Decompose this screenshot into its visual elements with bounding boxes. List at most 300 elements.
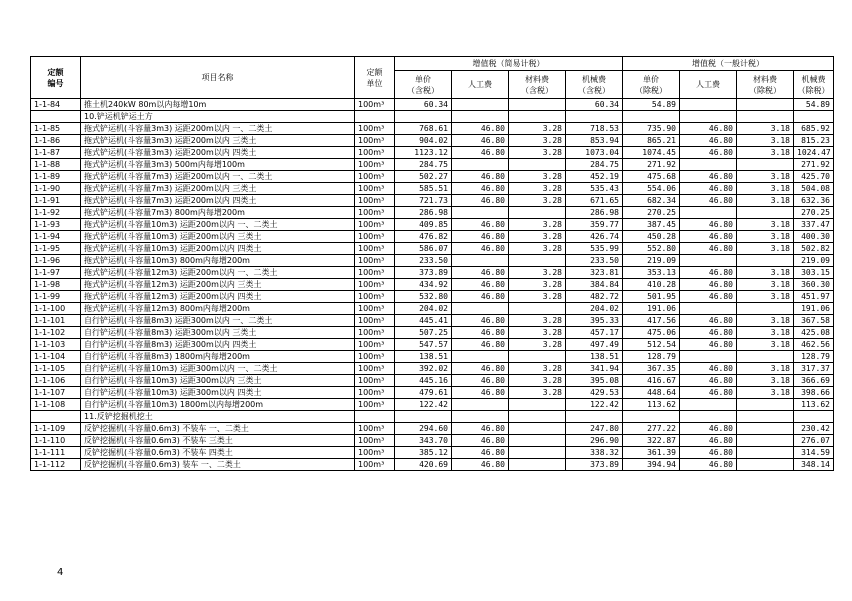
- table-row: [31, 435, 834, 447]
- simple-price-cell: 721.73: [395, 195, 452, 207]
- item-name: 拖式铲运机(斗容量10m3) 运距200m以内 四类土: [81, 243, 355, 255]
- general-machine-cell: 366.69: [794, 375, 834, 387]
- item-name: 自行铲运机(斗容量8m3) 1800m内每增200m: [81, 351, 355, 363]
- header-general-machine: 机械费 （除税）: [794, 71, 834, 99]
- general-machine-cell: 462.56: [794, 339, 834, 351]
- simple-material-cell: [509, 159, 566, 171]
- simple-labor-cell: 46.80: [452, 375, 509, 387]
- simple-machine-cell: 60.34: [566, 99, 623, 111]
- simple-machine-cell: 138.51: [566, 351, 623, 363]
- general-material-cell: 3.18: [737, 219, 794, 231]
- section-code-cell: [31, 111, 81, 123]
- table-row: [31, 375, 834, 387]
- quota-unit: 100m³: [355, 315, 395, 327]
- general-price-cell: 394.94: [623, 459, 680, 471]
- simple-material-cell: 3.28: [509, 291, 566, 303]
- general-material-cell: 3.18: [737, 363, 794, 375]
- simple-price-cell: 60.34: [395, 99, 452, 111]
- general-price-cell: 512.54: [623, 339, 680, 351]
- item-name: 拖式铲运机(斗容量3m3) 运距200m以内 四类土: [81, 147, 355, 159]
- simple-price-cell: 476.82: [395, 231, 452, 243]
- simple-machine-cell: 122.42: [566, 399, 623, 411]
- quota-unit: 100m³: [355, 207, 395, 219]
- item-name: 自行铲运机(斗容量10m3) 运距300m以内 四类土: [81, 387, 355, 399]
- simple-machine-cell: 284.75: [566, 159, 623, 171]
- item-name: 拖式铲运机(斗容量3m3) 运距200m以内 三类土: [81, 135, 355, 147]
- quota-code: 1-1-111: [31, 447, 81, 459]
- quota-unit: 100m³: [355, 351, 395, 363]
- general-price-cell: 270.25: [623, 207, 680, 219]
- general-machine-cell: 314.59: [794, 447, 834, 459]
- quota-code: 1-1-93: [31, 219, 81, 231]
- general-labor-cell: 46.80: [680, 459, 737, 471]
- simple-machine-cell: 426.74: [566, 231, 623, 243]
- quota-code: 1-1-99: [31, 291, 81, 303]
- simple-price-cell: 434.92: [395, 279, 452, 291]
- general-material-cell: [737, 303, 794, 315]
- general-machine-cell: 400.30: [794, 231, 834, 243]
- general-material-cell: 3.18: [737, 243, 794, 255]
- table-row: [31, 159, 834, 171]
- simple-material-cell: 3.28: [509, 375, 566, 387]
- quota-code: 1-1-98: [31, 279, 81, 291]
- quota-unit: 100m³: [355, 99, 395, 111]
- simple-material-cell: 3.28: [509, 123, 566, 135]
- general-labor-cell: [680, 255, 737, 267]
- empty-cell: [623, 411, 680, 423]
- header-simple-material: 材料费 （含税）: [509, 71, 566, 99]
- item-name: 拖式铲运机(斗容量12m3) 运距200m以内 四类土: [81, 291, 355, 303]
- general-price-cell: 367.35: [623, 363, 680, 375]
- quota-unit: 100m³: [355, 363, 395, 375]
- item-name: 拖式铲运机(斗容量10m3) 800m内每增200m: [81, 255, 355, 267]
- empty-cell: [794, 411, 834, 423]
- general-labor-cell: 46.80: [680, 435, 737, 447]
- general-material-cell: [737, 459, 794, 471]
- table-row: [31, 387, 834, 399]
- quota-unit: 100m³: [355, 291, 395, 303]
- item-name: 反铲挖掘机(斗容量0.6m3) 装车 一、二类土: [81, 459, 355, 471]
- table-row: [31, 459, 834, 471]
- header-simple-labor: 人工费: [452, 71, 509, 99]
- general-labor-cell: [680, 303, 737, 315]
- general-machine-cell: 504.08: [794, 183, 834, 195]
- quota-unit: 100m³: [355, 147, 395, 159]
- general-labor-cell: [680, 399, 737, 411]
- simple-material-cell: 3.28: [509, 387, 566, 399]
- simple-labor-cell: [452, 399, 509, 411]
- simple-price-cell: 445.16: [395, 375, 452, 387]
- simple-material-cell: 3.28: [509, 195, 566, 207]
- simple-machine-cell: 482.72: [566, 291, 623, 303]
- simple-machine-cell: 395.08: [566, 375, 623, 387]
- table-body: [31, 99, 834, 471]
- simple-machine-cell: 718.53: [566, 123, 623, 135]
- quota-code: 1-1-95: [31, 243, 81, 255]
- quota-unit: 100m³: [355, 375, 395, 387]
- general-machine-cell: 367.58: [794, 315, 834, 327]
- quota-code: 1-1-85: [31, 123, 81, 135]
- empty-cell: [737, 111, 794, 123]
- table-row: [31, 363, 834, 375]
- empty-cell: [395, 111, 452, 123]
- simple-machine-cell: 359.77: [566, 219, 623, 231]
- general-price-cell: 277.22: [623, 423, 680, 435]
- simple-material-cell: [509, 207, 566, 219]
- simple-machine-cell: 323.81: [566, 267, 623, 279]
- header-simple-machine: 机械费 （含税）: [566, 71, 623, 99]
- section-row: [31, 111, 834, 123]
- simple-labor-cell: [452, 99, 509, 111]
- simple-machine-cell: 384.84: [566, 279, 623, 291]
- quota-code: 1-1-103: [31, 339, 81, 351]
- simple-price-cell: 904.02: [395, 135, 452, 147]
- simple-labor-cell: [452, 255, 509, 267]
- simple-machine-cell: 286.98: [566, 207, 623, 219]
- general-material-cell: 3.18: [737, 231, 794, 243]
- empty-cell: [623, 111, 680, 123]
- simple-labor-cell: 46.80: [452, 135, 509, 147]
- table-row: [31, 399, 834, 411]
- general-labor-cell: 46.80: [680, 171, 737, 183]
- table-row: [31, 243, 834, 255]
- simple-price-cell: 1123.12: [395, 147, 452, 159]
- quota-code: 1-1-89: [31, 171, 81, 183]
- general-labor-cell: 46.80: [680, 123, 737, 135]
- section-row: [31, 411, 834, 423]
- general-material-cell: 3.18: [737, 171, 794, 183]
- simple-material-cell: [509, 435, 566, 447]
- table-row: [31, 339, 834, 351]
- general-machine-cell: 632.36: [794, 195, 834, 207]
- general-price-cell: 219.09: [623, 255, 680, 267]
- simple-price-cell: 138.51: [395, 351, 452, 363]
- item-name: 自行铲运机(斗容量8m3) 运距300m以内 四类土: [81, 339, 355, 351]
- simple-material-cell: [509, 255, 566, 267]
- table-row: [31, 351, 834, 363]
- quota-code: 1-1-96: [31, 255, 81, 267]
- quota-code: 1-1-108: [31, 399, 81, 411]
- general-material-cell: [737, 399, 794, 411]
- empty-cell: [355, 111, 395, 123]
- general-machine-cell: 276.07: [794, 435, 834, 447]
- section-title: 10.铲运机铲运土方: [81, 111, 355, 123]
- quota-unit: 100m³: [355, 327, 395, 339]
- empty-cell: [794, 111, 834, 123]
- simple-price-cell: 420.69: [395, 459, 452, 471]
- header-general-tax: 增值税（一般计税）: [623, 57, 834, 71]
- general-machine-cell: 230.42: [794, 423, 834, 435]
- simple-price-cell: 294.60: [395, 423, 452, 435]
- item-name: 拖式铲运机(斗容量12m3) 运距200m以内 一、二类土: [81, 267, 355, 279]
- general-machine-cell: 425.70: [794, 171, 834, 183]
- simple-labor-cell: 46.80: [452, 423, 509, 435]
- general-machine-cell: 425.08: [794, 327, 834, 339]
- simple-price-cell: 284.75: [395, 159, 452, 171]
- general-labor-cell: 46.80: [680, 183, 737, 195]
- simple-machine-cell: 204.02: [566, 303, 623, 315]
- simple-price-cell: 122.42: [395, 399, 452, 411]
- quota-unit: 100m³: [355, 195, 395, 207]
- item-name: 拖式铲运机(斗容量3m3) 500m内每增100m: [81, 159, 355, 171]
- simple-labor-cell: 46.80: [452, 171, 509, 183]
- item-name: 拖式铲运机(斗容量7m3) 800m内每增200m: [81, 207, 355, 219]
- empty-cell: [566, 411, 623, 423]
- general-machine-cell: 271.92: [794, 159, 834, 171]
- quota-code: 1-1-91: [31, 195, 81, 207]
- header-simple-price: 单价 （含税）: [395, 71, 452, 99]
- simple-material-cell: 3.28: [509, 243, 566, 255]
- item-name: 拖式铲运机(斗容量10m3) 运距200m以内 一、二类土: [81, 219, 355, 231]
- simple-labor-cell: 46.80: [452, 363, 509, 375]
- simple-labor-cell: 46.80: [452, 435, 509, 447]
- simple-machine-cell: 1073.04: [566, 147, 623, 159]
- general-labor-cell: 46.80: [680, 315, 737, 327]
- general-material-cell: [737, 351, 794, 363]
- simple-labor-cell: 46.80: [452, 279, 509, 291]
- simple-machine-cell: 247.80: [566, 423, 623, 435]
- quota-unit: 100m³: [355, 447, 395, 459]
- simple-labor-cell: 46.80: [452, 123, 509, 135]
- general-material-cell: 3.18: [737, 387, 794, 399]
- quota-unit: 100m³: [355, 243, 395, 255]
- quota-unit: 100m³: [355, 435, 395, 447]
- simple-material-cell: [509, 351, 566, 363]
- table-row: [31, 267, 834, 279]
- quota-code: 1-1-101: [31, 315, 81, 327]
- quota-unit: 100m³: [355, 123, 395, 135]
- quota-unit: 100m³: [355, 255, 395, 267]
- quota-code: 1-1-88: [31, 159, 81, 171]
- quota-unit: 100m³: [355, 459, 395, 471]
- general-price-cell: 191.06: [623, 303, 680, 315]
- item-name: 自行铲运机(斗容量8m3) 运距300m以内 一、二类土: [81, 315, 355, 327]
- item-name: 拖式铲运机(斗容量10m3) 运距200m以内 三类土: [81, 231, 355, 243]
- general-price-cell: 735.90: [623, 123, 680, 135]
- header-general-labor: 人工费: [680, 71, 737, 99]
- general-machine-cell: 337.47: [794, 219, 834, 231]
- quota-unit: 100m³: [355, 279, 395, 291]
- simple-machine-cell: 497.49: [566, 339, 623, 351]
- quota-unit: 100m³: [355, 399, 395, 411]
- simple-material-cell: 3.28: [509, 327, 566, 339]
- empty-cell: [395, 411, 452, 423]
- general-material-cell: 3.18: [737, 267, 794, 279]
- quota-code: 1-1-110: [31, 435, 81, 447]
- table-row: [31, 147, 834, 159]
- general-machine-cell: 113.62: [794, 399, 834, 411]
- item-name: 拖式铲运机(斗容量7m3) 运距200m以内 一、二类土: [81, 171, 355, 183]
- page-number: 4: [57, 567, 64, 578]
- simple-machine-cell: 296.90: [566, 435, 623, 447]
- simple-price-cell: 343.70: [395, 435, 452, 447]
- general-price-cell: 448.64: [623, 387, 680, 399]
- simple-machine-cell: 395.33: [566, 315, 623, 327]
- quota-code: 1-1-112: [31, 459, 81, 471]
- quota-code: 1-1-90: [31, 183, 81, 195]
- simple-price-cell: 392.02: [395, 363, 452, 375]
- general-labor-cell: 46.80: [680, 423, 737, 435]
- quota-code: 1-1-94: [31, 231, 81, 243]
- general-material-cell: [737, 423, 794, 435]
- general-machine-cell: 815.23: [794, 135, 834, 147]
- empty-cell: [452, 411, 509, 423]
- simple-labor-cell: 46.80: [452, 231, 509, 243]
- simple-price-cell: 385.12: [395, 447, 452, 459]
- simple-labor-cell: 46.80: [452, 219, 509, 231]
- general-labor-cell: [680, 351, 737, 363]
- general-machine-cell: 451.97: [794, 291, 834, 303]
- table-row: [31, 231, 834, 243]
- general-material-cell: [737, 435, 794, 447]
- general-machine-cell: 685.92: [794, 123, 834, 135]
- item-name: 反铲挖掘机(斗容量0.6m3) 不装车 三类土: [81, 435, 355, 447]
- simple-price-cell: 445.41: [395, 315, 452, 327]
- table-row: [31, 447, 834, 459]
- general-labor-cell: 46.80: [680, 243, 737, 255]
- general-price-cell: 450.28: [623, 231, 680, 243]
- item-name: 拖式铲运机(斗容量7m3) 运距200m以内 四类土: [81, 195, 355, 207]
- general-material-cell: 3.18: [737, 123, 794, 135]
- simple-material-cell: 3.28: [509, 219, 566, 231]
- simple-material-cell: 3.28: [509, 363, 566, 375]
- header-row-1: [31, 57, 834, 71]
- simple-material-cell: 3.28: [509, 267, 566, 279]
- empty-cell: [452, 111, 509, 123]
- header-unit: 定额 单位: [355, 57, 395, 99]
- simple-labor-cell: 46.80: [452, 195, 509, 207]
- general-price-cell: 54.89: [623, 99, 680, 111]
- empty-cell: [680, 411, 737, 423]
- header-general-price: 单价 （除税）: [623, 71, 680, 99]
- general-labor-cell: 46.80: [680, 363, 737, 375]
- simple-machine-cell: 233.50: [566, 255, 623, 267]
- general-price-cell: 475.06: [623, 327, 680, 339]
- empty-cell: [509, 411, 566, 423]
- general-price-cell: 417.56: [623, 315, 680, 327]
- quota-unit: 100m³: [355, 339, 395, 351]
- quota-code: 1-1-107: [31, 387, 81, 399]
- simple-labor-cell: 46.80: [452, 243, 509, 255]
- simple-labor-cell: 46.80: [452, 267, 509, 279]
- simple-machine-cell: 535.43: [566, 183, 623, 195]
- header-code: 定额 编号: [31, 57, 81, 99]
- simple-material-cell: 3.28: [509, 315, 566, 327]
- general-material-cell: 3.18: [737, 327, 794, 339]
- general-labor-cell: 46.80: [680, 147, 737, 159]
- general-machine-cell: 348.14: [794, 459, 834, 471]
- general-labor-cell: 46.80: [680, 375, 737, 387]
- general-material-cell: [737, 255, 794, 267]
- table-row: [31, 207, 834, 219]
- simple-labor-cell: 46.80: [452, 459, 509, 471]
- quota-code: 1-1-105: [31, 363, 81, 375]
- simple-labor-cell: [452, 351, 509, 363]
- simple-material-cell: [509, 459, 566, 471]
- simple-price-cell: 586.07: [395, 243, 452, 255]
- general-machine-cell: 54.89: [794, 99, 834, 111]
- item-name: 自行铲运机(斗容量10m3) 运距300m以内 三类土: [81, 375, 355, 387]
- general-price-cell: 128.79: [623, 351, 680, 363]
- simple-labor-cell: 46.80: [452, 315, 509, 327]
- simple-labor-cell: [452, 207, 509, 219]
- simple-price-cell: 502.27: [395, 171, 452, 183]
- general-price-cell: 554.06: [623, 183, 680, 195]
- general-price-cell: 865.21: [623, 135, 680, 147]
- general-price-cell: 113.62: [623, 399, 680, 411]
- simple-material-cell: 3.28: [509, 183, 566, 195]
- empty-cell: [509, 111, 566, 123]
- simple-price-cell: 286.98: [395, 207, 452, 219]
- general-price-cell: 410.28: [623, 279, 680, 291]
- general-price-cell: 271.92: [623, 159, 680, 171]
- quota-code: 1-1-100: [31, 303, 81, 315]
- simple-machine-cell: 338.32: [566, 447, 623, 459]
- quota-unit: 100m³: [355, 387, 395, 399]
- simple-machine-cell: 452.19: [566, 171, 623, 183]
- simple-material-cell: [509, 303, 566, 315]
- simple-price-cell: 532.80: [395, 291, 452, 303]
- general-labor-cell: 46.80: [680, 195, 737, 207]
- general-machine-cell: 502.82: [794, 243, 834, 255]
- general-material-cell: 3.18: [737, 375, 794, 387]
- general-labor-cell: 46.80: [680, 279, 737, 291]
- general-material-cell: [737, 99, 794, 111]
- item-name: 自行铲运机(斗容量10m3) 1800m以内每增200m: [81, 399, 355, 411]
- general-price-cell: 1074.45: [623, 147, 680, 159]
- empty-cell: [566, 111, 623, 123]
- simple-material-cell: [509, 99, 566, 111]
- item-name: 推土机240kW 80m以内每增10m: [81, 99, 355, 111]
- simple-price-cell: 768.61: [395, 123, 452, 135]
- item-name: 自行铲运机(斗容量10m3) 运距300m以内 一、二类土: [81, 363, 355, 375]
- general-machine-cell: 191.06: [794, 303, 834, 315]
- table-row: [31, 423, 834, 435]
- item-name: 反铲挖掘机(斗容量0.6m3) 不装车 一、二类土: [81, 423, 355, 435]
- general-material-cell: 3.18: [737, 183, 794, 195]
- simple-labor-cell: 46.80: [452, 183, 509, 195]
- quota-code: 1-1-84: [31, 99, 81, 111]
- simple-price-cell: 585.51: [395, 183, 452, 195]
- quota-code: 1-1-97: [31, 267, 81, 279]
- table-row: [31, 135, 834, 147]
- simple-material-cell: 3.28: [509, 231, 566, 243]
- general-labor-cell: 46.80: [680, 327, 737, 339]
- quota-code: 1-1-102: [31, 327, 81, 339]
- header-simple-tax: 增值税（简易计税）: [395, 57, 623, 71]
- general-price-cell: 552.80: [623, 243, 680, 255]
- table-row: [31, 123, 834, 135]
- general-material-cell: 3.18: [737, 195, 794, 207]
- general-machine-cell: 303.15: [794, 267, 834, 279]
- section-code-cell: [31, 411, 81, 423]
- item-name: 反铲挖掘机(斗容量0.6m3) 不装车 四类土: [81, 447, 355, 459]
- general-price-cell: 501.95: [623, 291, 680, 303]
- simple-material-cell: 3.28: [509, 171, 566, 183]
- general-labor-cell: [680, 159, 737, 171]
- general-material-cell: [737, 159, 794, 171]
- quota-unit: 100m³: [355, 231, 395, 243]
- general-price-cell: 361.39: [623, 447, 680, 459]
- quota-table: [30, 56, 834, 471]
- quota-unit: 100m³: [355, 423, 395, 435]
- simple-labor-cell: 46.80: [452, 339, 509, 351]
- general-machine-cell: 128.79: [794, 351, 834, 363]
- simple-machine-cell: 373.89: [566, 459, 623, 471]
- quota-unit: 100m³: [355, 267, 395, 279]
- general-labor-cell: 46.80: [680, 447, 737, 459]
- simple-machine-cell: 429.53: [566, 387, 623, 399]
